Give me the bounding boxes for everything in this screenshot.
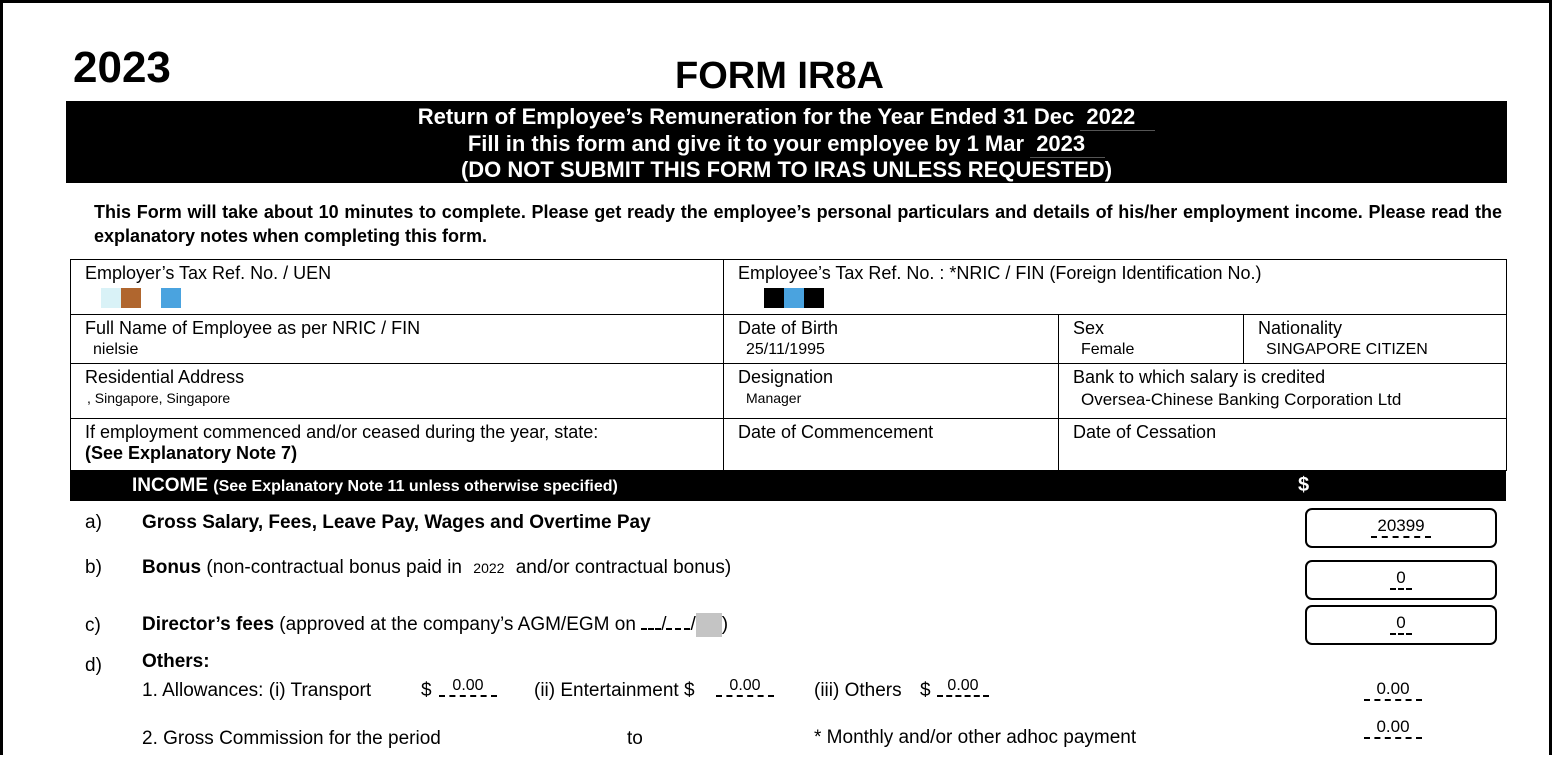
bonus-value: 0 xyxy=(1390,568,1411,590)
redaction-block xyxy=(101,288,121,308)
redaction-block xyxy=(161,288,181,308)
gross-salary-field[interactable] xyxy=(1305,508,1497,548)
address-label: Residential Address xyxy=(85,367,245,387)
entertainment-label: (ii) Entertainment $ xyxy=(534,680,695,701)
directors-fees-field[interactable] xyxy=(1305,605,1497,645)
item-c-line xyxy=(142,613,728,637)
employer-ref-cell xyxy=(71,260,724,315)
agm-year-redacted xyxy=(696,613,722,637)
allowances-total-field[interactable] xyxy=(1363,679,1423,701)
employment-period-label: If employment commenced and/or ceased during the year, state: xyxy=(85,422,599,442)
closing-paren: ) xyxy=(721,614,729,636)
entertainment-field[interactable] xyxy=(716,677,774,697)
cessation-label: Date of Cessation xyxy=(1073,422,1217,442)
others-allowance-field[interactable] xyxy=(937,677,989,697)
item-c-desc: (approved at the company’s AGM/EGM on xyxy=(279,614,636,636)
designation-value: Manager xyxy=(746,390,802,406)
transport-currency: $ xyxy=(421,680,432,701)
directors-fees-value: 0 xyxy=(1390,613,1411,635)
date-separator: / xyxy=(661,614,667,636)
item-b-desc-pre: (non-contractual bonus paid in xyxy=(206,557,462,578)
sex-value: Female xyxy=(1081,341,1135,358)
banner-line-3: (DO NOT SUBMIT THIS FORM TO IRAS UNLESS REQUESTED) xyxy=(460,157,1113,182)
item-b-line xyxy=(142,557,731,579)
commencement-label: Date of Commencement xyxy=(738,422,934,442)
sex-label: Sex xyxy=(1073,318,1105,338)
designation-label: Designation xyxy=(738,367,834,387)
date-separator: / xyxy=(690,614,696,636)
banner-line-2: Fill in this form and give it to your employee by 1 Mar xyxy=(467,131,1025,156)
item-a-letter: a) xyxy=(85,512,102,533)
redaction-block xyxy=(784,288,804,308)
allowances-transport-label: 1. Allowances: (i) Transport xyxy=(142,680,372,701)
redaction-block xyxy=(121,288,141,308)
full-name-cell xyxy=(71,315,724,364)
designation-cell xyxy=(724,364,1059,419)
full-name-value: nielsie xyxy=(93,341,139,358)
item-a-label: Gross Salary, Fees, Leave Pay, Wages and Overtime Pay xyxy=(142,512,651,533)
form-title: FORM IR8A xyxy=(675,55,884,97)
cessation-cell xyxy=(1059,419,1507,471)
title-banner xyxy=(66,101,1507,183)
agm-day-field[interactable] xyxy=(641,628,661,630)
item-b-letter: b) xyxy=(85,557,102,578)
others-allowance-label: (iii) Others xyxy=(814,680,902,701)
address-cell xyxy=(71,364,724,419)
employer-ref-redacted xyxy=(85,287,181,308)
item-d-label: Others: xyxy=(142,651,210,672)
item-c-letter: c) xyxy=(85,615,101,636)
item-b-label: Bonus xyxy=(142,557,202,578)
item-c-label: Director’s fees xyxy=(142,614,275,636)
allowances-total-value: 0.00 xyxy=(1364,679,1422,701)
address-value: , Singapore, Singapore xyxy=(87,390,231,406)
commencement-cell xyxy=(724,419,1059,471)
others-allowance-value: 0.00 xyxy=(937,677,989,697)
particulars-table xyxy=(70,259,1507,471)
others-currency: $ xyxy=(920,680,931,701)
income-title xyxy=(132,475,618,497)
bank-label: Bank to which salary is credited xyxy=(1073,367,1326,387)
income-section-bar xyxy=(70,471,1506,501)
income-subtitle: (See Explanatory Note 11 unless otherwise specified) xyxy=(213,478,618,495)
dob-value: 25/11/1995 xyxy=(746,341,825,358)
currency-symbol: $ xyxy=(1298,474,1310,496)
transport-value: 0.00 xyxy=(439,677,497,697)
bank-cell xyxy=(1059,364,1507,419)
banner-year-field: 2022 xyxy=(1080,104,1155,131)
commission-total-value: 0.00 xyxy=(1364,717,1422,739)
item-b-year: 2022 xyxy=(473,560,505,576)
income-heading: INCOME xyxy=(132,475,208,496)
bonus-field[interactable] xyxy=(1305,560,1497,600)
full-name-label: Full Name of Employee as per NRIC / FIN xyxy=(85,318,421,338)
commission-total-field[interactable] xyxy=(1363,717,1423,739)
banner-due-year-field: 2023 xyxy=(1030,131,1105,158)
nationality-value: SINGAPORE CITIZEN xyxy=(1266,341,1428,358)
redaction-block xyxy=(804,288,824,308)
intro-text: This Form will take about 10 minutes to complete. Please get ready the employee’s personal particulars and details of his/her employment income. Please read the explanatory notes when completing this form. xyxy=(94,202,1502,246)
nationality-cell xyxy=(1244,315,1507,364)
employee-ref-label: Employee’s Tax Ref. No. : *NRIC / FIN (Foreign Identification No.) xyxy=(738,263,1262,283)
employment-period-cell xyxy=(71,419,724,471)
banner-line-1: Return of Employee’s Remuneration for the Year Ended 31 Dec xyxy=(417,104,1075,129)
commission-note: * Monthly and/or other adhoc payment xyxy=(814,727,1137,748)
item-d-letter: d) xyxy=(85,655,102,676)
employee-ref-cell xyxy=(724,260,1507,315)
employment-note: (See Explanatory Note 7) xyxy=(85,443,298,463)
commission-label: 2. Gross Commission for the period xyxy=(142,728,441,749)
dob-cell xyxy=(724,315,1059,364)
redaction-block xyxy=(764,288,784,308)
entertainment-value: 0.00 xyxy=(716,677,774,697)
bank-value: Oversea-Chinese Banking Corporation Ltd xyxy=(1081,390,1402,409)
employer-ref-label: Employer’s Tax Ref. No. / UEN xyxy=(85,263,332,283)
gross-salary-value: 20399 xyxy=(1371,516,1430,538)
transport-field[interactable] xyxy=(439,677,497,697)
employee-ref-redacted xyxy=(738,287,824,308)
item-b-desc-post: and/or contractual bonus) xyxy=(515,557,732,578)
commission-to: to xyxy=(627,728,643,749)
dob-label: Date of Birth xyxy=(738,318,839,338)
nationality-label: Nationality xyxy=(1258,318,1343,338)
agm-month-field[interactable] xyxy=(666,628,690,630)
sex-cell xyxy=(1059,315,1244,364)
form-year: 2023 xyxy=(73,43,171,92)
